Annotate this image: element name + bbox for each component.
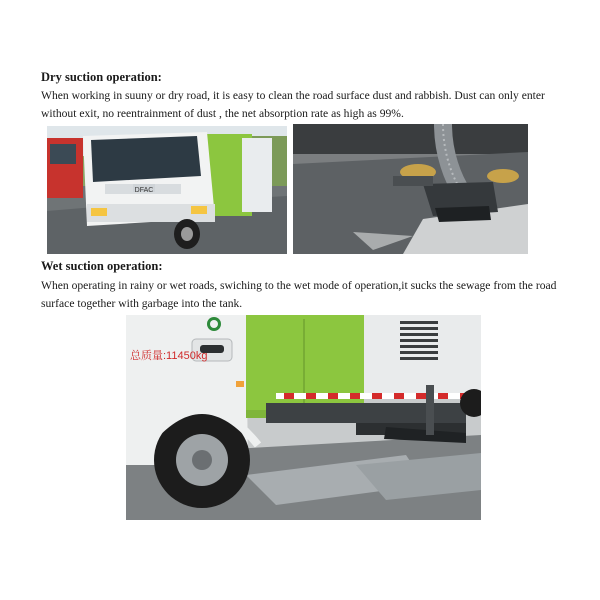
cab-badge-text: DFAC: [134, 187, 154, 194]
truck-wet-road-photo: [126, 315, 481, 520]
suction-nozzle-photo: [293, 124, 528, 254]
dry-suction-description: When working in suuny or dry road, it is easy to clean the road surface dust and rabbish. Dust can only enter without exit, no reentrainment of dust , the net absorption rate as high as 99%.: [41, 89, 545, 120]
truck-front-photo: [47, 126, 287, 254]
wet-suction-heading: Wet suction operation:: [41, 259, 163, 273]
dry-suction-heading: Dry suction operation:: [41, 70, 162, 84]
truck-weight-label: 总质量:11450kg: [130, 350, 208, 362]
wet-suction-description: When operating in rainy or wet roads, swiching to the wet mode of operation,it sucks the sewage from the road surface together with garbage into the tank.: [41, 279, 557, 310]
